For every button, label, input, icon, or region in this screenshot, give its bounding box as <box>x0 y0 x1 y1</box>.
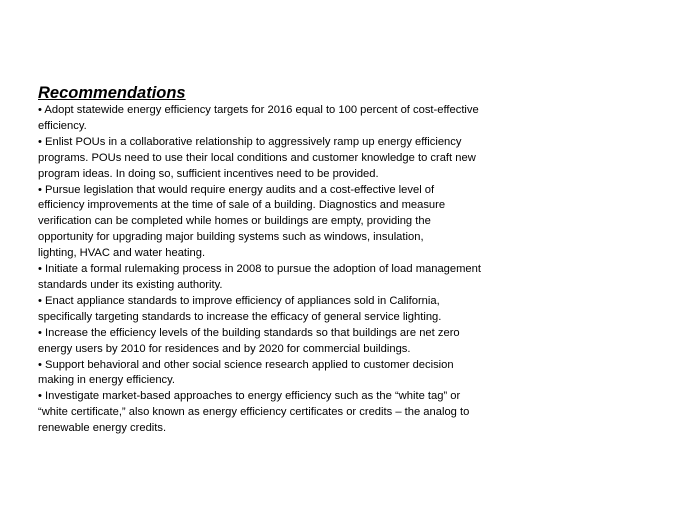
recommendation-line: programs. POUs need to use their local conditions and customer knowledge to craft new <box>38 151 476 164</box>
recommendation-line: efficiency improvements at the time of sale of a building. Diagnostics and measure <box>38 199 446 212</box>
recommendation-line: verification can be completed while homes or buildings are empty, providing the <box>38 215 431 228</box>
recommendation-line: standards under its existing authority. <box>38 278 223 291</box>
bullet-marker: • <box>38 390 42 403</box>
bullet-marker: • <box>38 263 42 276</box>
recommendation-first-line <box>38 294 538 310</box>
recommendation-line: lighting, HVAC and water heating. <box>38 247 206 260</box>
recommendation-line: “white certificate,” also known as energy efficiency certificates or credits – the analog to <box>38 406 470 419</box>
recommendation-item <box>38 262 538 294</box>
recommendation-first-line <box>38 135 538 151</box>
recommendation-first-line <box>38 358 538 374</box>
bullet-marker: • <box>38 104 42 116</box>
slide-title: Recommendations <box>38 84 186 102</box>
recommendation-text: Investigate market-based approaches to energy efficiency such as the “white tag” or <box>45 390 461 403</box>
recommendation-line: specifically targeting standards to increase the efficacy of general service lighting. <box>38 310 442 323</box>
recommendation-text: Increase the efficiency levels of the building standards so that buildings are net zero <box>45 326 460 339</box>
recommendation-line: renewable energy credits. <box>38 422 167 435</box>
bullet-marker: • <box>38 294 42 307</box>
slide-content <box>38 83 538 437</box>
recommendation-item <box>38 135 538 183</box>
bullet-marker: • <box>38 326 42 339</box>
bullet-marker: • <box>38 358 42 371</box>
recommendation-item <box>38 358 538 390</box>
recommendation-item <box>38 389 538 437</box>
recommendation-item <box>38 103 538 135</box>
recommendation-line: energy users by 2010 for residences and by 2020 for commercial buildings. <box>38 342 411 355</box>
recommendation-line: program ideas. In doing so, sufficient incentives need to be provided. <box>38 167 379 180</box>
recommendation-list <box>38 103 538 437</box>
recommendation-line: making in energy efficiency. <box>38 374 176 387</box>
recommendation-first-line <box>38 389 538 405</box>
recommendation-line: opportunity for upgrading major building systems such as windows, insulation, <box>38 231 424 244</box>
recommendation-text: Adopt statewide energy efficiency targets for 2016 equal to 100 percent of cost-effective <box>44 104 479 116</box>
recommendation-text: Pursue legislation that would require energy audits and a cost-effective level of <box>45 183 435 196</box>
recommendation-line: efficiency. <box>38 119 87 132</box>
recommendation-first-line <box>38 326 538 342</box>
recommendation-text: Enlist POUs in a collaborative relationship to aggressively ramp up energy efficiency <box>45 135 462 148</box>
recommendation-first-line <box>38 103 538 119</box>
recommendation-text: Enact appliance standards to improve efficiency of appliances sold in California, <box>45 294 440 307</box>
recommendation-first-line <box>38 262 538 278</box>
recommendation-text: Initiate a formal rulemaking process in 2008 to pursue the adoption of load management <box>45 263 481 276</box>
recommendation-item <box>38 326 538 358</box>
recommendation-item <box>38 294 538 326</box>
recommendation-text: Support behavioral and other social science research applied to customer decision <box>45 358 454 371</box>
recommendation-item <box>38 183 538 263</box>
recommendation-first-line <box>38 183 538 199</box>
bullet-marker: • <box>38 135 42 148</box>
bullet-marker: • <box>38 183 42 196</box>
